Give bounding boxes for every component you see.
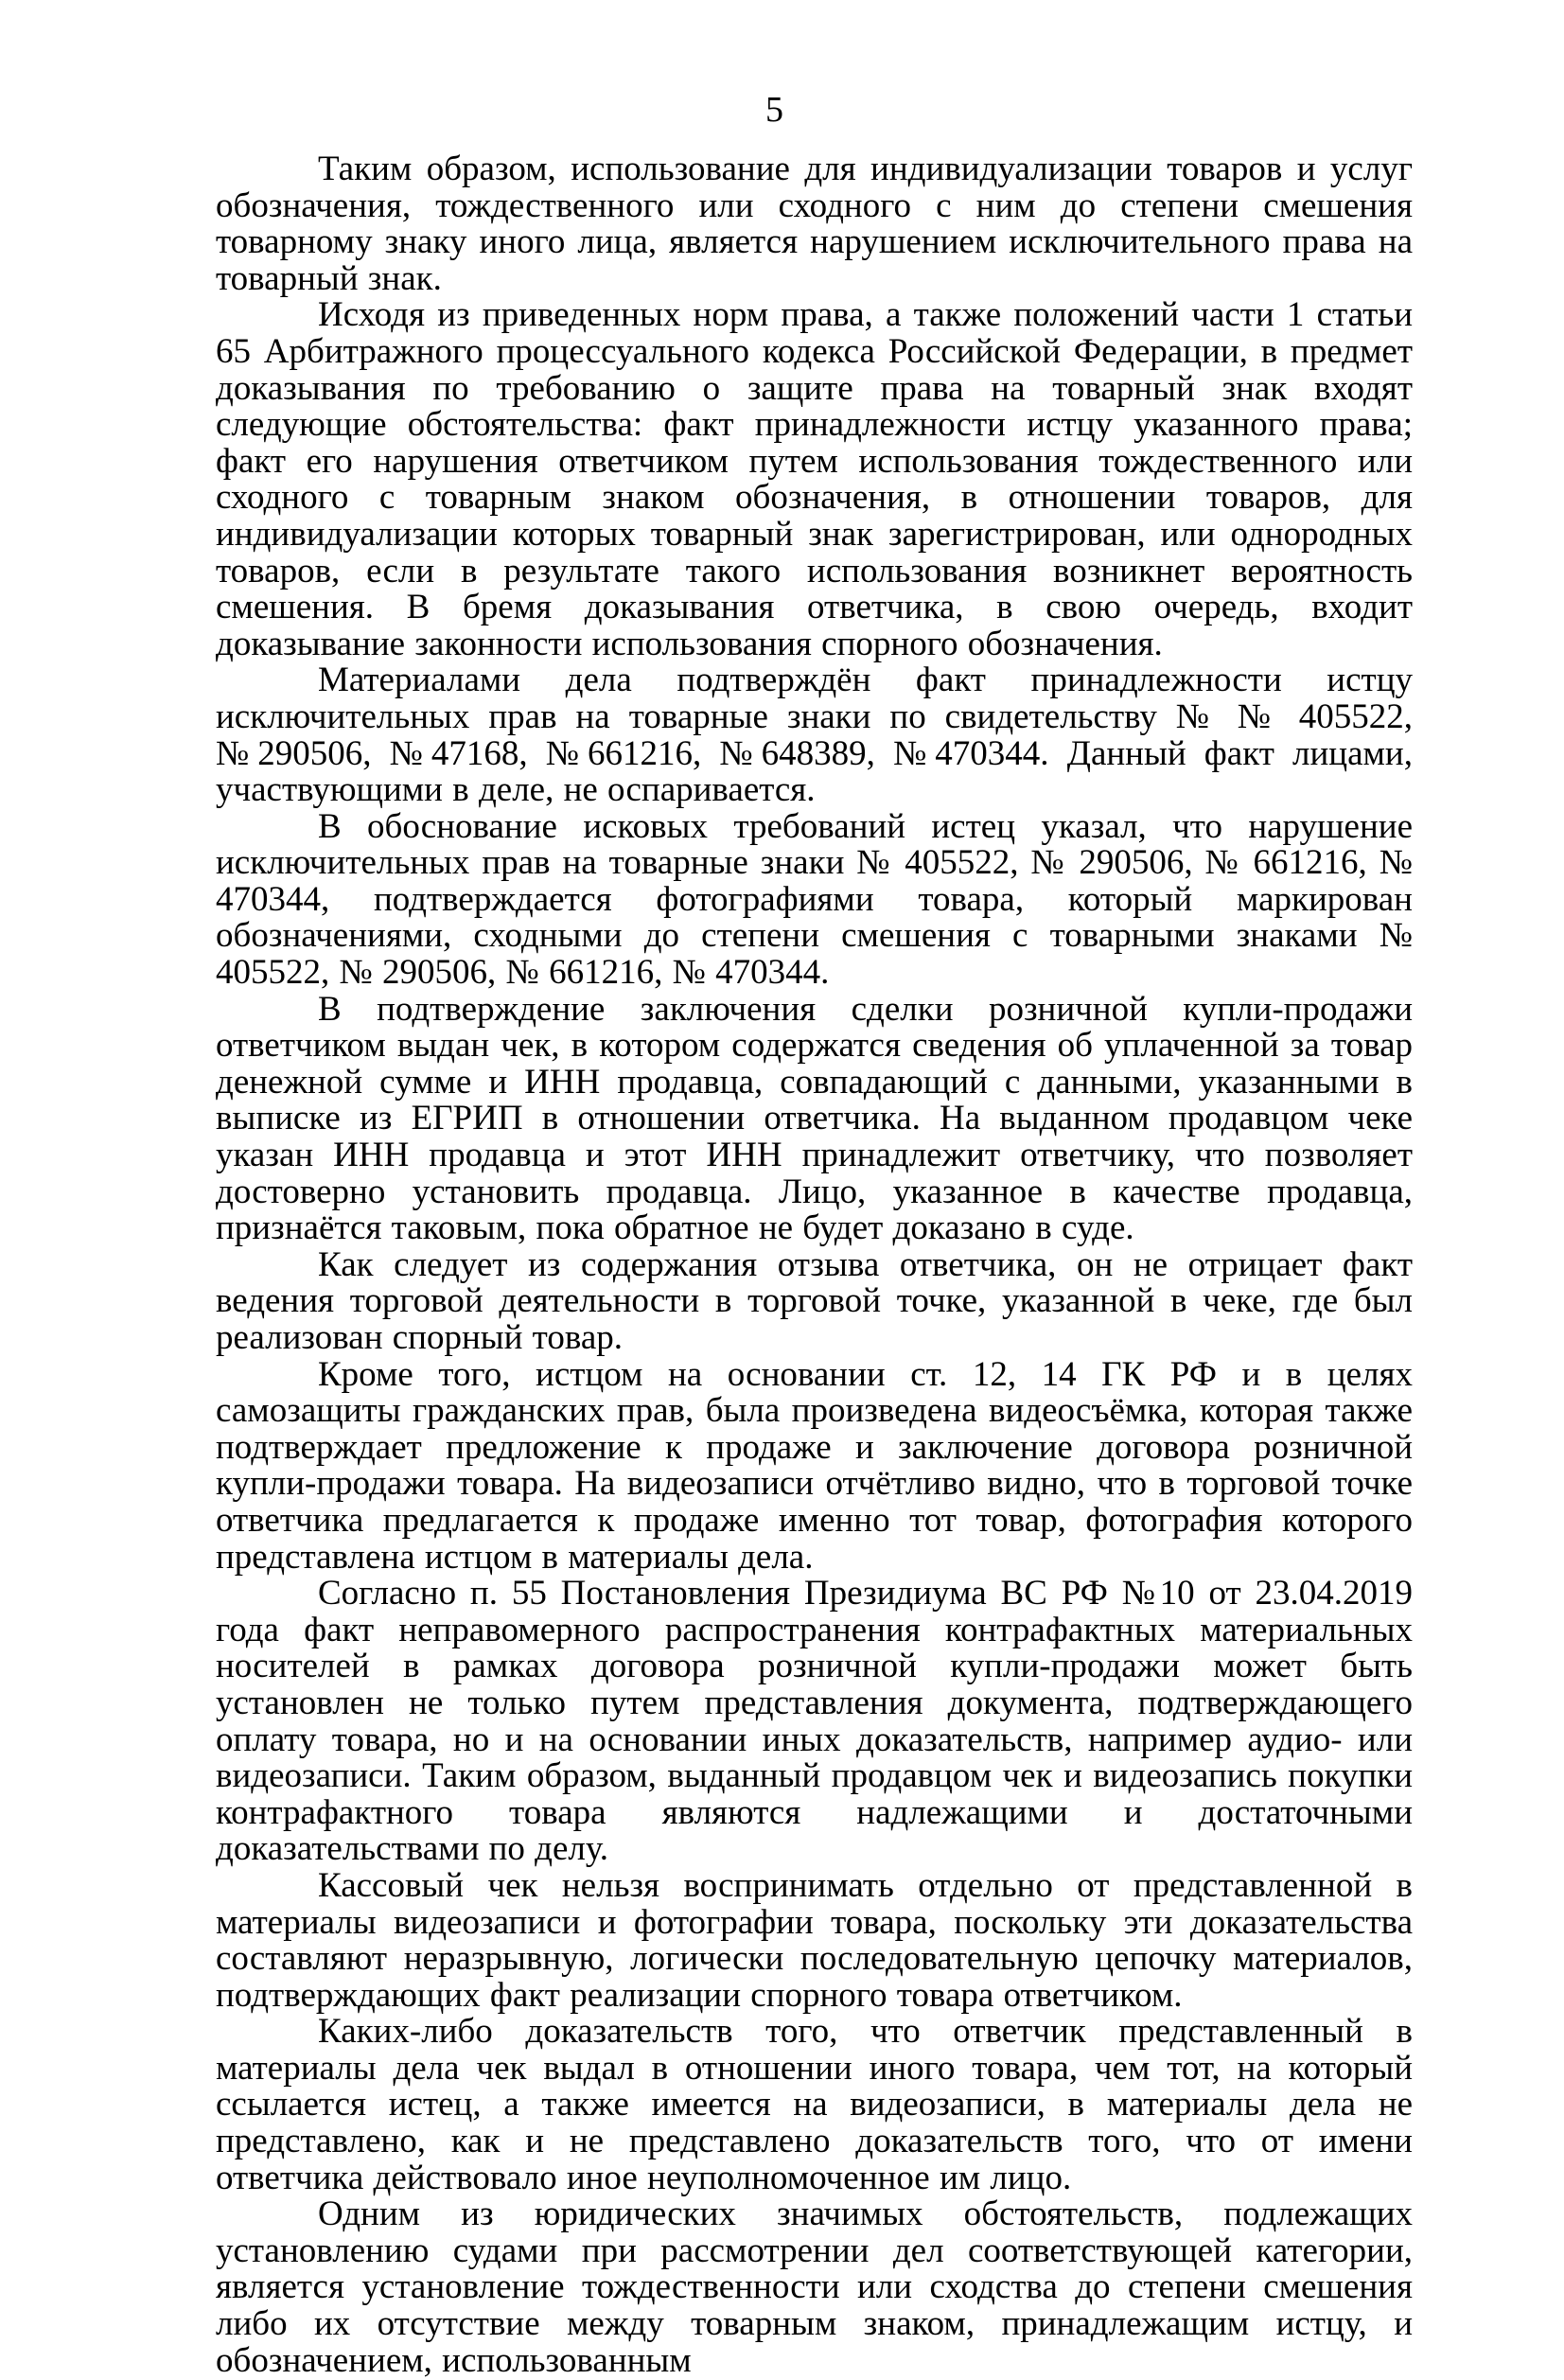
paragraph: Исходя из приведенных норм права, а также положений части 1 статьи 65 Арбитражного процессуального кодекса Российской Федерации, в предмет доказывания по требованию о защите права на товарный знак входят следующие обстоятельства: факт принадлежности истцу указанного права; факт его нарушения ответчиком путем использования тождественного или сходного с товарным знаком обозначения, в отношении товаров, для индивидуализации которых товарный знак зарегистрирован, или однородных товаров, если в результате такого использования возникнет вероятность смешения. В бремя доказывания ответчика, в свою очередь, входит доказывание законности использования спорного обозначения. [216, 295, 1413, 663]
paragraph: Таким образом, использование для индивидуализации товаров и услуг обозначения, тождественного или сходного с ним до степени смешения товарному знаку иного лица, является нарушением исключительного права на товарный знак. [216, 150, 1413, 298]
paragraph: Одним из юридических значимых обстоятельств, подлежащих установлению судами при рассмотрении дел соответствующей категории, является установление тождественности или сходства до степени смешения либо их отсутствие между товарным знаком, принадлежащим истцу, и обозначением, использованным [216, 2195, 1413, 2380]
paragraph: В подтверждение заключения сделки розничной купли-продажи ответчиком выдан чек, в котором содержатся сведения об уплаченной за товар денежной сумме и ИНН продавца, совпадающий с данными, указанными в выписке из ЕГРИП в отношении ответчика. На выданном продавцом чеке указан ИНН продавца и этот ИНН принадлежит ответчику, что позволяет достоверно установить продавца. Лицо, указанное в качестве продавца, признаётся таковым, пока обратное не будет доказано в суде. [216, 989, 1413, 1248]
paragraph: Материалами дела подтверждён факт принадлежности истцу исключительных прав на товарные знаки по свидетельству № № 405522, №290506, №47168, №661216, №648389, №470344. Данный факт лицами, участвующими в деле, не оспаривается. [216, 661, 1413, 810]
document-body [216, 151, 1413, 2379]
paragraph: Кроме того, истцом на основании ст. 12, 14 ГК РФ и в целях самозащиты гражданских прав, была произведена видеосъёмка, которая также подтверждает предложение к продаже и заключение договора розничной купли-продажи товара. На видеозаписи отчётливо видно, что в торговой точке ответчика предлагается к продаже именно тот товар, фотография которого представлена истцом в материалы дела. [216, 1354, 1413, 1577]
paragraph: Каких-либо доказательств того, что ответчик представленный в материалы дела чек выдал в отношении иного товара, чем тот, на который ссылается истец, а также имеется на видеозаписи, в материалы дела не представлено, как и не представлено доказательств того, что от имени ответчика действовало иное неуполномоченное им лицо. [216, 2012, 1413, 2197]
page-number: 5 [765, 90, 783, 130]
paragraph: Кассовый чек нельзя воспринимать отдельно от представленной в материалы видеозаписи и фотографии товара, поскольку эти доказательства составляют неразрывную, логически последовательную цепочку материалов, подтверждающих факт реализации спорного товара ответчиком. [216, 1865, 1413, 2015]
paragraph: Как следует из содержания отзыва ответчика, он не отрицает факт ведения торговой деятельности в торговой точке, указанной в чеке, где был реализован спорный товар. [216, 1244, 1413, 1357]
paragraph: В обоснование исковых требований истец указал, что нарушение исключительных прав на товарные знаки № 405522, № 290506, № 661216, № 470344, подтверждается фотографиями товара, который маркирован обозначениями, сходными до степени смешения с товарными знаками № 405522, № 290506, № 661216, № 470344. [216, 806, 1413, 993]
paragraph: Согласно п. 55 Постановления Президиума ВС РФ №10 от 23.04.2019 года факт неправомерного распространения контрафактных материальных носителей в рамках договора розничной купли-продажи может быть установлен не только путем представления документа, подтверждающего оплату товара, но и на основании иных доказательств, например аудио- или видеозаписи. Таким образом, выданный продавцом чек и видеозапись покупки контрафактного товара являются надлежащими и достаточными доказательствами по делу. [216, 1574, 1413, 1869]
